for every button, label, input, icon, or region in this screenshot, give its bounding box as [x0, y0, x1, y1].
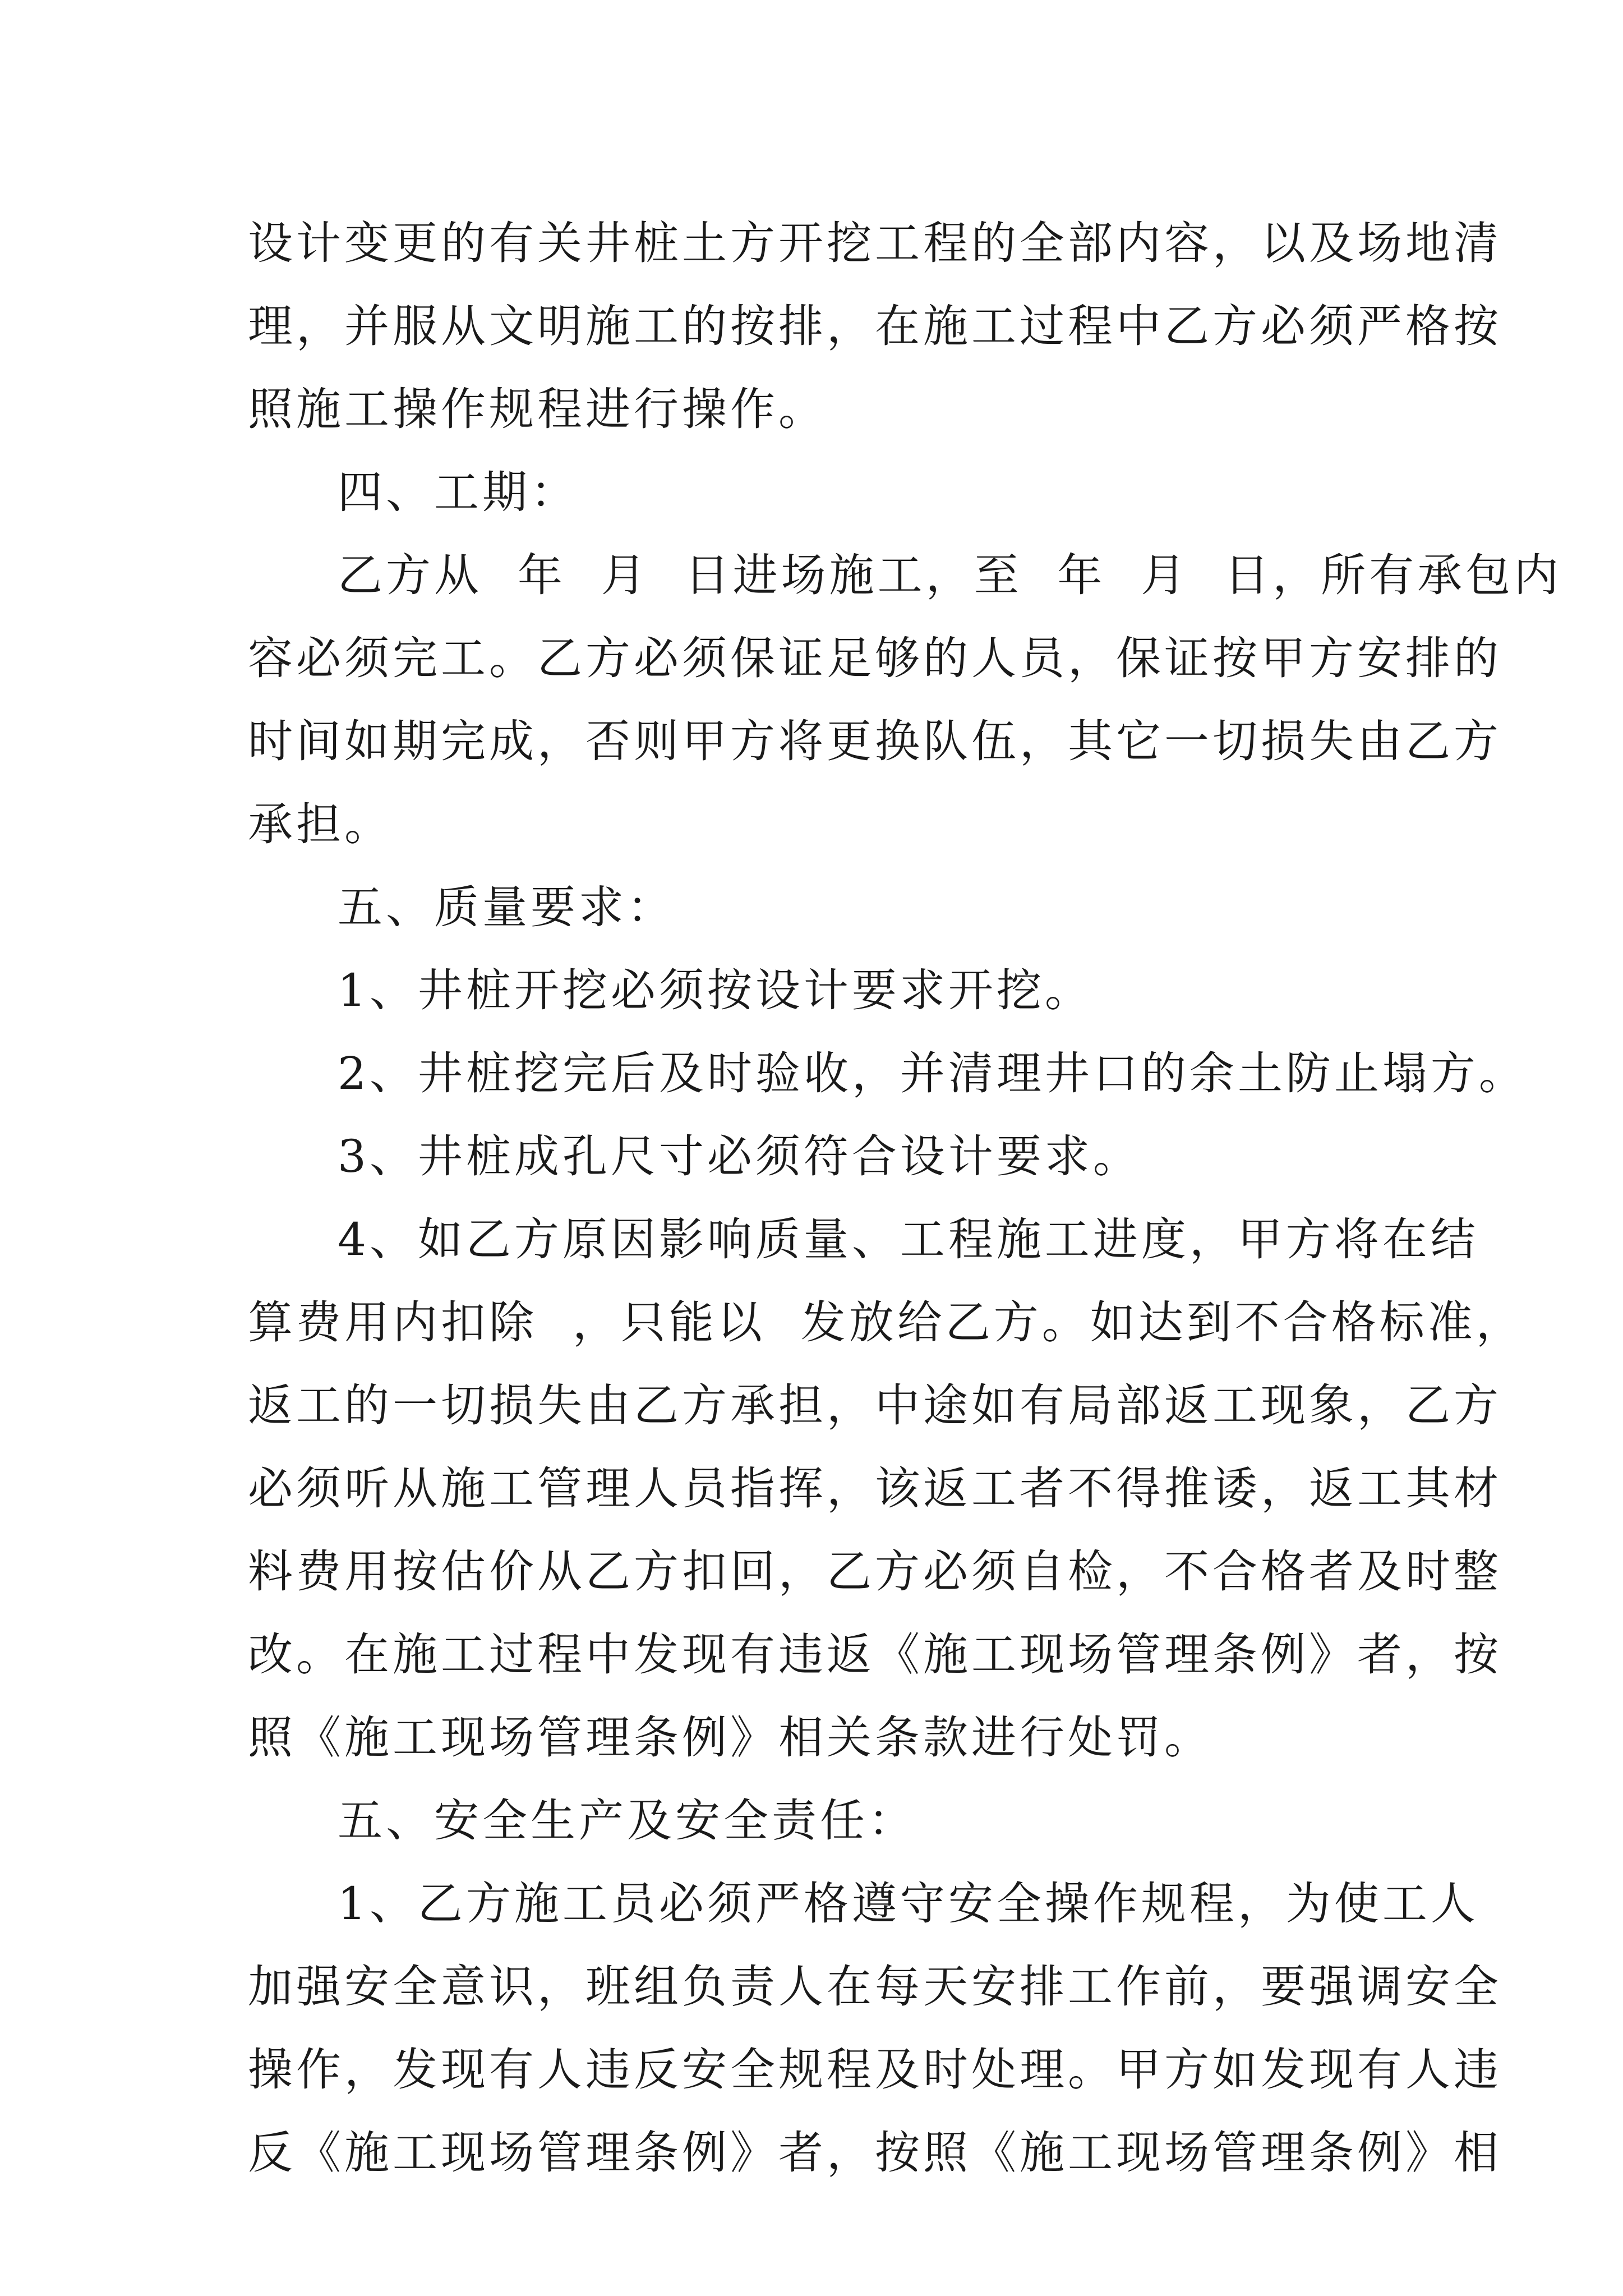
- text-line: 算费用内扣除 ，只能以 发放给乙方。如达到不合格标准，: [248, 1296, 1524, 1349]
- text-line: 反《施工现场管理条例》者，按照《施工现场管理条例》相: [248, 2127, 1502, 2179]
- text-line: 改。在施工过程中发现有违返《施工现场管理条例》者，按: [248, 1628, 1502, 1681]
- section-heading-quality: 五、质量要求：: [338, 881, 675, 933]
- text-line: 理，并服从文明施工的按排，在施工过程中乙方必须严格按: [248, 300, 1502, 352]
- section-heading-schedule: 四、工期：: [338, 466, 579, 518]
- text-line: 承担。: [248, 798, 393, 850]
- document-body: [248, 202, 1562, 2194]
- text-line: 乙方从 年 月 日进场施工，至 年 月 日，所有承包内: [338, 549, 1562, 601]
- text-line: 返工的一切损失由乙方承担，中途如有局部返工现象，乙方: [248, 1379, 1502, 1432]
- list-item: 1、井桩开挖必须按设计要求开挖。: [338, 964, 1093, 1016]
- text-line: 照《施工现场管理条例》相关条款进行处罚。: [248, 1711, 1212, 1764]
- text-line: 时间如期完成，否则甲方将更换队伍，其它一切损失由乙方: [248, 715, 1502, 767]
- section-heading-safety: 五、安全生产及安全责任：: [338, 1795, 916, 1847]
- text-line: 照施工操作规程进行操作。: [248, 383, 827, 435]
- list-item: 4、如乙方原因影响质量、工程施工进度，甲方将在结: [338, 1213, 1479, 1266]
- text-line: 容必须完工。乙方必须保证足够的人员，保证按甲方安排的: [248, 632, 1502, 684]
- text-line: 加强安全意识，班组负责人在每天安排工作前，要强调安全: [248, 1961, 1502, 2013]
- list-item: 3、井桩成孔尺寸必须符合设计要求。: [338, 1130, 1141, 1182]
- text-line: 必须听从施工管理人员指挥，该返工者不得推诿，返工其材: [248, 1462, 1502, 1515]
- list-item: 2、井桩挖完后及时验收，并清理井口的余土防止塌方。: [338, 1047, 1527, 1099]
- text-line: 操作，发现有人违反安全规程及时处理。甲方如发现有人违: [248, 2044, 1502, 2096]
- text-line: 设计变更的有关井桩土方开挖工程的全部内容，以及场地清: [248, 217, 1502, 269]
- list-item: 1、乙方施工员必须严格遵守安全操作规程，为使工人: [338, 1878, 1479, 1930]
- text-line: 料费用按估价从乙方扣回，乙方必须自检，不合格者及时整: [248, 1545, 1502, 1598]
